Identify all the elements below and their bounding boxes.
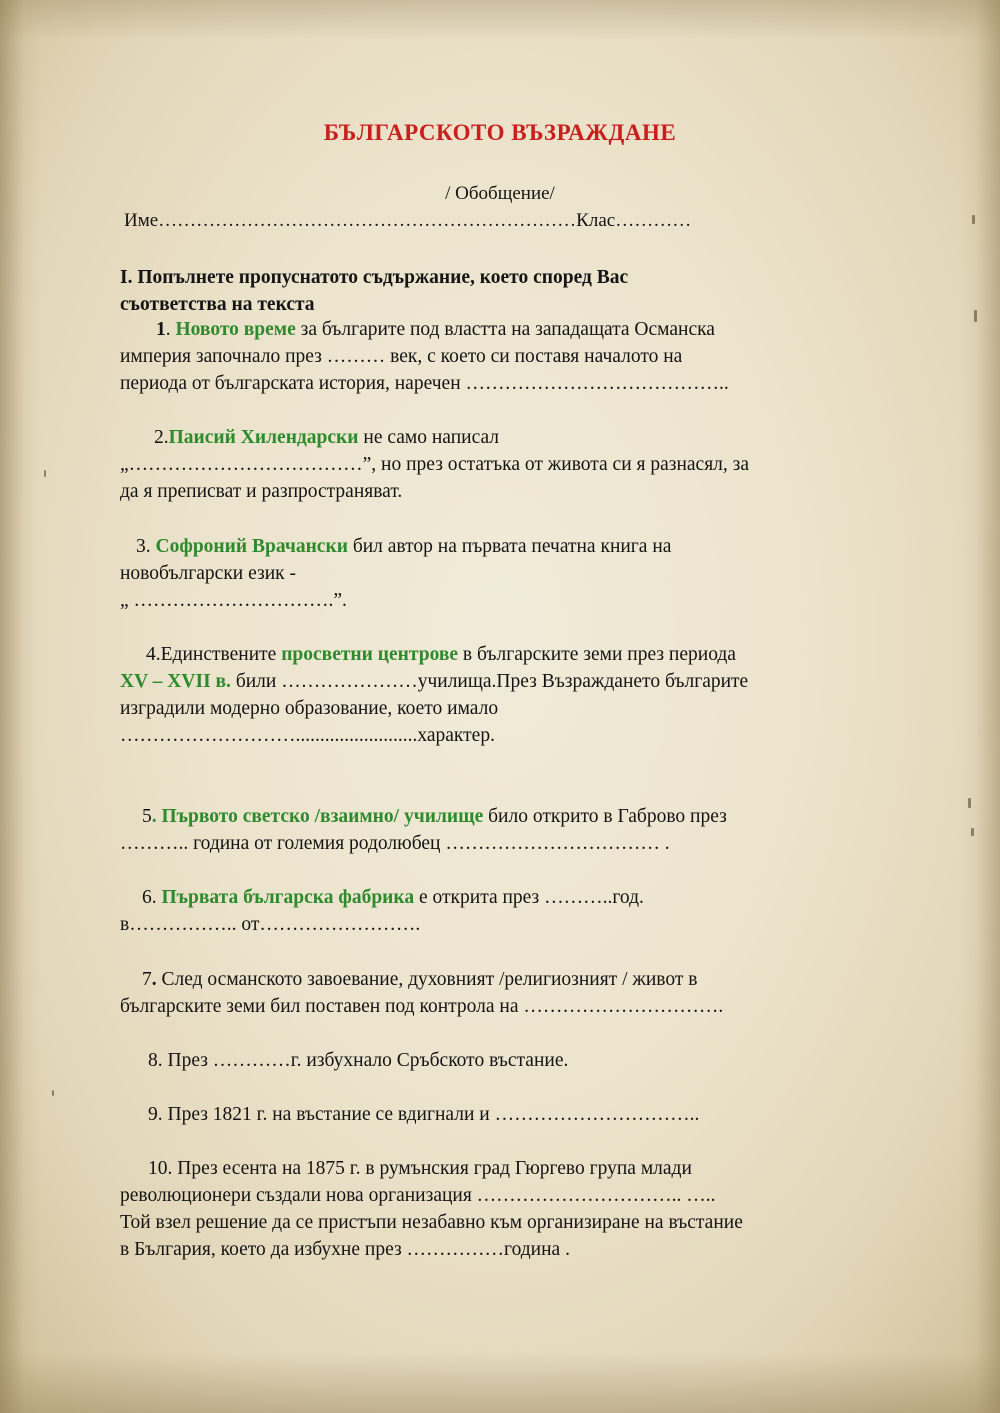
question-text: за българите под властта на западащата Османска — [295, 319, 715, 340]
page-title: БЪЛГАРСКОТО ВЪЗРАЖДАНЕ — [323, 120, 677, 145]
question-text: българските земи бил поставен под контрола на …………………………. — [120, 996, 724, 1017]
question-number: 3. — [136, 536, 156, 557]
page-subtitle: / Обобщение/ — [445, 183, 555, 204]
question-2 — [120, 424, 890, 505]
question-separator: . — [165, 319, 176, 340]
paper-speck — [44, 470, 46, 477]
question-text: да я преписват и разпространяват. — [120, 481, 403, 502]
question-9 — [120, 1101, 890, 1128]
key-term: Паисий Хилендарски — [168, 427, 359, 448]
question-6 — [120, 884, 890, 938]
name-class-line: Име…………………………………………………………Клас………… — [124, 210, 692, 231]
question-text: периода от българската история, наречен ………………………………….. — [120, 373, 729, 394]
question-text: не само написал — [358, 427, 500, 448]
question-text: новобългарски език - — [120, 563, 296, 584]
paper-speck — [971, 828, 974, 836]
question-text: След османското завоевание, духовният /религиозният / живот в — [156, 969, 698, 990]
question-number: 2. — [154, 427, 169, 448]
question-text: в българските земи през периода — [458, 644, 736, 665]
question-text: 4.Единствените — [146, 644, 282, 665]
question-number: 1 — [156, 319, 166, 340]
paper-edge-top — [0, 0, 1000, 40]
question-10 — [120, 1155, 890, 1263]
question-number: 7 — [142, 969, 152, 990]
question-text: 10. През есента на 1875 г. в румънския град Гюргево група млади — [148, 1158, 692, 1179]
paper-edge-bottom — [0, 1353, 1000, 1413]
question-text: в…………….. от……………………. — [120, 914, 421, 935]
question-text: „ ………………………….”. — [120, 590, 347, 611]
question-text: ……….. година от големия родолюбец …………………………… . — [120, 833, 670, 854]
paper-edge-left — [0, 0, 40, 1413]
question-text: 9. През 1821 г. на въстание се вдигнали и ………………………….. — [148, 1104, 700, 1125]
question-text: в България, което да избухне през ……………година . — [120, 1239, 570, 1260]
section-heading-line-1: I. Попълнете пропуснатото съдържание, което според Вас — [120, 267, 629, 288]
question-3 — [120, 533, 890, 614]
key-term: XV – XVII в. — [120, 671, 231, 692]
key-term: Новото време — [175, 319, 296, 340]
question-text: ……………………….........................характер. — [120, 725, 495, 746]
question-number: 5 — [142, 806, 152, 827]
question-1 — [120, 316, 890, 397]
question-number: 6. — [142, 887, 162, 908]
paper-speck — [52, 1090, 54, 1096]
question-text: 8. През …………г. избухнало Сръбското въстание. — [148, 1050, 569, 1071]
question-text: „………………………………”, но през остатъка от живота си я разнасял, за — [120, 454, 750, 475]
question-4 — [120, 641, 890, 749]
key-term: Първата българска фабрика — [161, 887, 415, 908]
paper-edge-right — [960, 0, 1000, 1413]
question-text: било открито в Габрово през — [483, 806, 727, 827]
question-5 — [120, 803, 890, 857]
key-term: . Първото светско /взаимно/ училище — [151, 806, 484, 827]
paper-speck — [972, 215, 975, 224]
key-term: Софроний Врачански — [155, 536, 348, 557]
question-text: революционери създали нова организация ………………………….. ….. — [120, 1185, 716, 1206]
question-text: изградили модерно образование, което имало — [120, 698, 499, 719]
paper-speck — [968, 798, 971, 808]
question-text: е открита през ………..год. — [414, 887, 644, 908]
question-7 — [120, 966, 890, 1020]
paper-speck — [974, 310, 977, 322]
question-separator: . — [151, 969, 157, 990]
question-text: Той взел решение да се пристъпи незабавно към организиране на въстание — [120, 1212, 743, 1233]
section-heading-line-2: съответства на текста — [120, 294, 315, 315]
question-text: империя започнало през ……… век, с което си поставя началото на — [120, 346, 683, 367]
question-text: бил автор на първата печатна книга на — [347, 536, 672, 557]
key-term: просветни центрове — [281, 644, 459, 665]
question-8 — [120, 1047, 890, 1074]
section-heading — [120, 264, 880, 318]
question-text: били …………………училища.През Възраждането българите — [230, 671, 749, 692]
